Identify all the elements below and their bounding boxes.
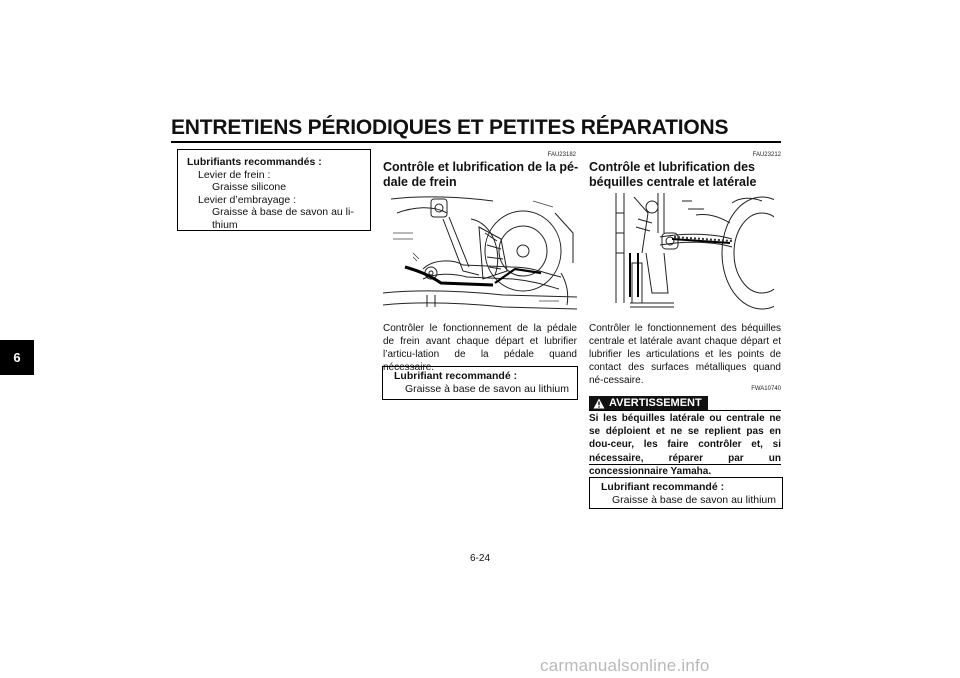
stands-lubricant-label: Lubrifiant recommandé : [601,481,725,493]
chapter-tab: 6 [0,340,34,375]
stands-lubricant-value: Graisse à base de savon au lithium [612,493,777,506]
warning-bottom-rule [589,464,781,465]
stands-heading-line2: béquilles centrale et latérale [589,175,757,189]
brake-section-heading [383,160,579,190]
brake-lubricant-box [382,366,578,400]
stands-heading-line1: Contrôle et lubrification des [589,160,755,174]
brake-section-paragraph: Contrôler le fonctionnement de la pédale de frein avant chaque départ et lubrifier l’articu-lation de la pédale quand nécessaire. [383,323,577,373]
page-title: ENTRETIENS PÉRIODIQUES ET PETITES RÉPARATIONS [171,116,729,139]
lubricant-line: Graisse à base de savon au li- [212,206,354,218]
lubricant-line: thium [212,218,238,231]
warning-triangle-icon [593,398,605,409]
stands-section-ref: FAU23212 [752,152,781,158]
lubricant-line: Graisse silicone [212,181,287,193]
recommended-lubricants-box [177,149,371,231]
lubricant-line: Levier d’embrayage : [198,193,297,206]
warning-label: AVERTISSEMENT [609,397,702,409]
brake-lubricant-label: Lubrifiant recommandé : [394,370,518,382]
stands-lubricant-box [589,477,783,509]
warning-badge [589,396,708,411]
brake-heading-line2: dale de frein [383,175,457,189]
brake-lubricant-value: Graisse à base de savon au lithium [405,382,570,395]
stands-section-paragraph: Contrôler le fonctionnement des béquilles centrale et latérale avant chaque départ et lubrifier les articulations et les points de contact des surfaces métalliques quand né-cessaire. [589,323,781,386]
warning-text: Si les béquilles latérale ou centrale ne se déploient et ne se replient pas en dou-ceur, les faire contrôler et, si nécessaire, réparer par un concessionnaire Yamaha. [589,413,781,477]
stands-section-heading [589,160,785,190]
page-number: 6-24 [469,553,490,564]
brake-heading-line1: Contrôle et lubrification de la pé- [383,160,579,174]
lubricant-line: Levier de frein : [198,168,271,181]
title-rule [171,141,781,143]
warning-ref: FWA10740 [751,386,781,392]
stands-illustration [612,193,774,315]
brake-pedal-drawing [383,193,577,315]
brake-pedal-illustration [383,193,577,315]
watermark: carmanualsonline.info [540,656,710,675]
lubricants-label: Lubrifiants recommandés : [187,156,322,168]
stands-drawing [612,193,774,315]
warning-top-rule [589,410,781,411]
brake-section-ref: FAU23182 [547,152,576,158]
